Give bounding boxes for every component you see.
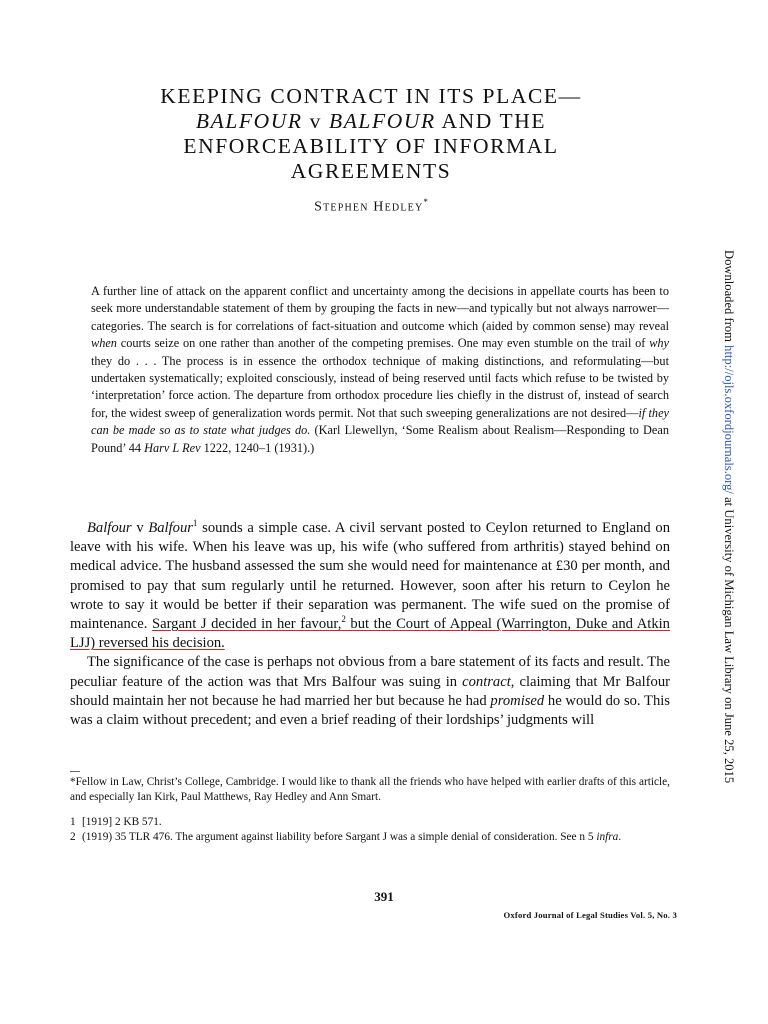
body-text: The significance of the case is perhaps not obvious from a bare statement of its facts and result. The peculiar feature of the action was that Mrs Balfour was suing in	[70, 654, 670, 690]
title-line-2	[70, 109, 672, 134]
author-name: Stephen Hedley	[314, 199, 424, 215]
title-versus: v	[302, 109, 329, 133]
stamp-link[interactable]: http://ojls.oxfordjournals.org/	[722, 345, 736, 494]
case-name-second: BALFOUR	[328, 109, 436, 133]
title-line-4: AGREEMENTS	[290, 159, 452, 183]
epigraph-italic: why	[649, 336, 669, 351]
article-title	[70, 84, 672, 184]
footnote-ref-2[interactable]: 2	[341, 614, 346, 625]
epigraph-quote	[91, 283, 669, 457]
stamp-suffix: at University of Michigan Law Library on June 25, 2015	[722, 493, 736, 784]
article-body	[70, 519, 670, 730]
body-text: sounds a simple case. A civil servant posted to Ceylon returned to England on leave with his wife. When his leave was up, his wife (who suffered from arthritis) stayed behind on medical advice. The husband assessed the sum she would need for maintenance at £30 per month, and promised to pay that sum regularly until he returned. However, soon after his return to Ceylon he wrote to say it would be better if their separation was permanent. The wife sued on the promise of maintenance.	[70, 520, 670, 633]
author-footnote-mark: *	[423, 197, 428, 207]
page-number: 391	[374, 889, 394, 904]
footnote-text-part: .	[618, 831, 622, 844]
body-italic: contract	[462, 673, 511, 690]
download-stamp	[716, 250, 736, 784]
author-footnote: *Fellow in Law, Christ’s College, Cambridge. I would like to thank all the friends who have helped with earlier drafts of this article, and especially Ian Kirk, Paul Matthews, Ray Hedley and Ann Smart.	[70, 776, 670, 804]
underlined-text: Sargant J decided in her favour,	[151, 616, 342, 633]
title-line-3: ENFORCEABILITY OF INFORMAL	[183, 134, 559, 158]
footnote-text	[82, 830, 670, 845]
epigraph-italic: if they can be made so as to state what judges do.	[91, 405, 669, 438]
epigraph-text: courts seize on one rather than another of the competing premises. One may even stumble on the trail of	[116, 336, 650, 351]
footnote-text-part: (1919) 35 TLR 476. The argument against liability before Sargant J was a simple denial of consideration. See n 5	[82, 831, 597, 844]
footnote-ref-1[interactable]: 1	[192, 518, 198, 529]
footnote-divider	[70, 771, 80, 772]
body-paragraph-1	[70, 519, 670, 653]
stamp-prefix: Downloaded from	[722, 250, 736, 346]
case-name: Balfour	[148, 520, 193, 536]
footnote-number: 2	[70, 831, 76, 844]
epigraph-text: A further line of attack on the apparent conflict and uncertainty among the decisions in appellate courts has been to seek more understandable statement of them by grouping the facts in new—and typically but not always narrower—categories. The search is for correlations of fact-situation and outcome which (aided by common sense) may reveal	[91, 284, 669, 333]
underlined-text: but the Court of Appeal (Warrington, Duke and Atkin LJJ) reversed his decision.	[70, 616, 670, 652]
footnote-1	[70, 815, 670, 830]
underlined-passage	[70, 616, 670, 651]
case-name: Balfour	[87, 520, 132, 536]
journal-citation: Harv L Rev	[144, 440, 201, 455]
footnote-italic: infra	[596, 831, 619, 844]
epigraph-text: 1222, 1240–1 (1931).)	[200, 440, 315, 455]
title-line-2-rest: AND THE	[435, 109, 547, 133]
title-line-1: KEEPING CONTRACT IN ITS PLACE—	[160, 84, 582, 108]
footnote-2	[70, 830, 670, 845]
epigraph-text: (Karl Llewellyn, ‘Some Realism about Realism—Responding to Dean Pound’ 44	[91, 423, 669, 455]
body-italic: promised	[490, 692, 545, 709]
journal-footer: Oxford Journal of Legal Studies Vol. 5, No. 3	[503, 910, 677, 920]
footnote-number: 1	[70, 815, 76, 828]
versus: v	[131, 520, 149, 536]
author-byline	[70, 197, 672, 216]
footnotes	[70, 775, 670, 846]
epigraph-text: they do . . . The process is in essence the orthodox technique of making distinctions, and reformulating—but undertaken systematically; exploited consciously, instead of being reserved until facts which refuse to be twisted by ‘interpretation’ force action. The departure from orthodox procedure lies chiefly in the distrust of, instead of search for, the widest sweep of generalization words permit. Not that such sweeping generalizations are not desired—	[91, 353, 669, 420]
body-text: he would do so. This was a claim without precedent; and even a brief reading of their lordships’ judgments will	[70, 692, 670, 729]
body-paragraph-2	[70, 653, 670, 730]
epigraph-italic: when	[91, 336, 117, 351]
footnote-text: [1919] 2 KB 571.	[82, 815, 162, 828]
body-text: , claiming that Mr Balfour should maintain her not because he had married her but because he had	[70, 673, 670, 709]
epigraph-paragraph	[91, 283, 669, 457]
case-name-first: BALFOUR	[195, 109, 303, 133]
